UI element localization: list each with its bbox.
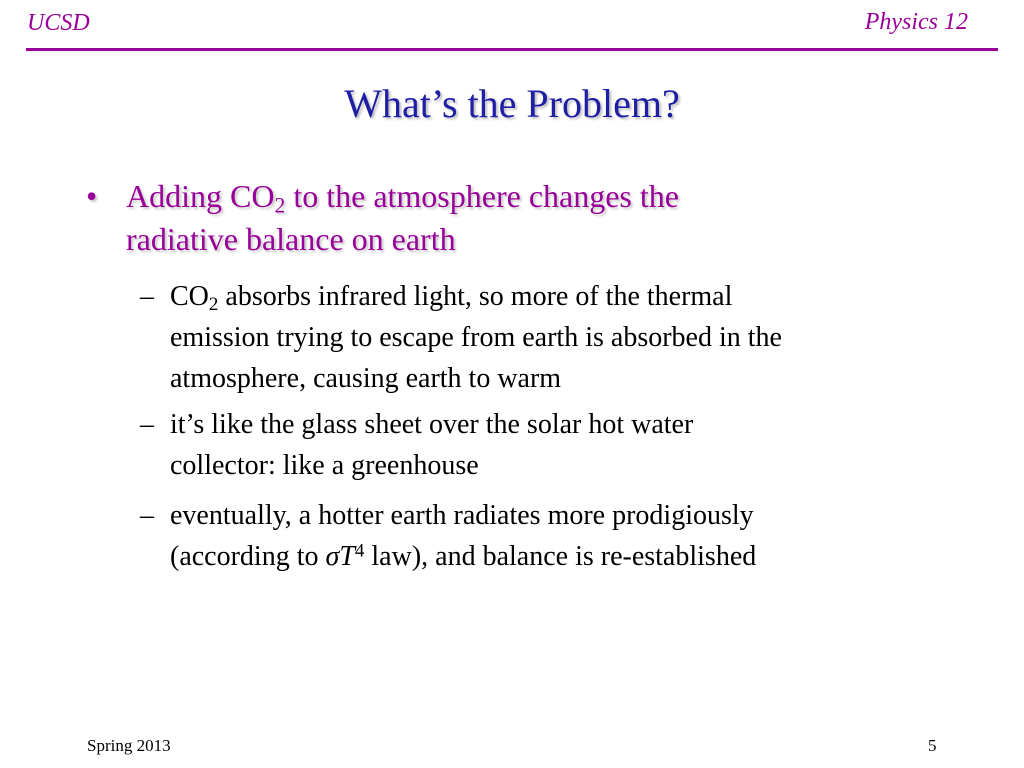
page-number: 5	[928, 736, 937, 755]
sub-bullet-item	[140, 495, 940, 577]
footer-date: Spring 2013	[87, 736, 171, 755]
sigma-symbol: σ	[325, 541, 340, 572]
bullet-line-1: Adding $CO_2$ to the atmosphere changes the	[126, 178, 679, 218]
bullet-item	[86, 175, 916, 261]
sub-bullet-line-1: $CO_2$ absorbs infrared light, so more of the thermal	[170, 281, 733, 315]
header-divider	[26, 48, 998, 51]
sub-bullet-item	[140, 404, 940, 486]
sub-bullet-line-1: it’s like the glass sheet over the solar hot water	[170, 409, 694, 440]
sub-bullet-line-2: collector: like a greenhouse	[170, 450, 479, 481]
sub-bullet-item	[140, 276, 940, 399]
header-left-label: UCSD	[27, 10, 90, 36]
sub-bullet-line-3: atmosphere, causing earth to warm	[170, 363, 562, 394]
temperature-symbol: T	[339, 541, 355, 572]
sub-bullet-marker: –	[140, 500, 154, 531]
sub-bullet-marker: –	[140, 409, 154, 440]
bullet-line-2: radiative balance on earth	[126, 221, 456, 257]
header-right-label: Physics 12	[864, 9, 968, 35]
sub-bullet-line-2: (according to $\sigma T^4$ law), and balance is re-established	[170, 540, 757, 572]
sub-bullet-line-1: eventually, a hotter earth radiates more prodigiously	[170, 500, 754, 531]
sub-bullet-line-2: emission trying to escape from earth is absorbed in the	[170, 322, 782, 353]
bullet-marker: •	[86, 178, 98, 214]
sub-bullet-marker: –	[140, 281, 154, 312]
slide-title: What’s the Problem?	[344, 81, 680, 126]
